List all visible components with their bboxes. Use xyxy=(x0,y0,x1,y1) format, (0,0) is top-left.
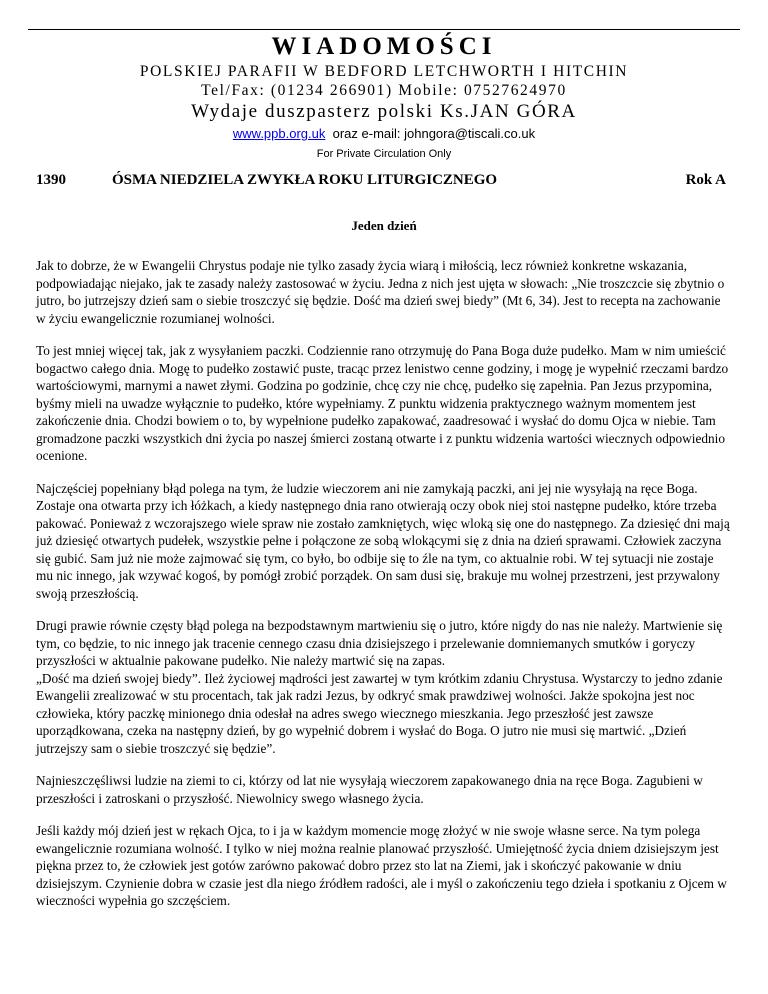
paragraph: Jeśli każdy mój dzień jest w rękach Ojca, to i ja w każdym momencie mogę złożyć w nie swoje własne serce. Na tym polega ewangelicznie rozumiana wolność. I tylko w niej można realnie planować przyszłość. Umiejętność życia dniem dzisiejszym jest piękna przez to, że człowiek jest gotów zarówno pakować dobro przez sto lat na Ziemi, jak i skończyć pakowanie w dniu dzisiejszym. Czynienie dobra w czasie jest dla niego źródłem radości, ale i myśl o zakończeniu tego dzieła i spotkaniu z Ojcem w wieczności wypełnia go szczęściem. xyxy=(36,823,727,908)
paragraph: To jest mniej więcej tak, jak z wysyłaniem paczki. Codziennie rano otrzymuję do Pana Boga duże pudełko. Mam w nim umieścić bogactwo całego dnia. Mogę to pudełko zostawić puste, tracąc przez lenistwo cenne godziny, i mogę je wypełnić rzeczami bardzo wartościowymi, marnymi a nawet złymi. Godzina po godzinie, chcę czy nie chcę, pudełko się zapełnia. Pan Jezus przypomina, byśmy mieli na uwadze wyłącznie to pudełko, które wypełniamy. Z punktu widzenia praktycznego ważnym momentem jest zakończenie dnia. Chodzi bowiem o to, by wypełnione pudełko zapakować, zaadresować i wysłać do domu Ojca w niebie. Tam gromadzone paczki wszystkich dni życia po naszej śmierci zostaną otwarte i z punktu widzenia wartości wiecznych odpowiednio ocenione. xyxy=(36,343,729,463)
issue-row xyxy=(36,172,726,194)
issue-year: Rok A xyxy=(685,172,726,188)
masthead xyxy=(28,32,740,165)
article-heading: Jeden dzień xyxy=(351,218,417,233)
parish-name: POLSKIEJ PARAFII W BEDFORD LETCHWORTH I HITCHIN xyxy=(139,63,629,80)
publisher-line: Wydaje duszpasterz polski Ks.JAN GÓRA xyxy=(191,101,577,122)
phone-line: Tel/Fax: (01234 266901) Mobile: 07527624970 xyxy=(201,82,567,99)
paragraph: Drugi prawie równie częsty błąd polega na bezpodstawnym martwieniu się o jutro, które nigdy do nas nie należy. Martwienie się tym, co będzie, to nic innego jak tracenie cennego czasu dnia dzisiejszego i przelewanie domniemanych smutków i goryczy przyszłości w aktualnie pakowane pudełko. Nie należy martwić się na zapas. „Dość ma dzień swojej biedy”. Ileż życiowej mądrości jest zawartej w tym krótkim zdaniu Chrystusa. Wystarczy to jedno zdanie Ewangelii zrealizować w stu procentach, tak jak radzi Jezus, by odkryć smak prawdziwej wolności. Jakże spokojna jest noc człowieka, który paczkę minionego dnia odesłał na adres swego wiecznego mieszkania. Jego przeszłość jest zawsze uporządkowana, czeka na następny dzień, by go wypełnić dobrem i wysłać do Boga. O jutro nie musi się martwić. „Dzień jutrzejszy sam o siebie troszczyć się będzie”. xyxy=(36,618,723,756)
paragraph: Najczęściej popełniany błąd polega na tym, że ludzie wieczorem ani nie zamykają paczki, ani jej nie wysyłają na ręce Boga. Zostaje ona otwarta przy ich łóżkach, a kiedy następnego dnia rano otwierają oczy obok niej stoi następne pudełko, które trzeba pakować. Ponieważ z wczorajszego wiele spraw nie zostało zamkniętych, więc wloką się one do następnego. Za dziesięć dni mają już dziesięć otwartych pudełek, wszystkie pełne i połączone ze sobą wlokącymi się z dnia na dzień sprawami. Człowiek zaczyna się gubić. Sam już nie może zajmować się tym, co było, bo odbije się to źle na tym, co aktualnie robi. W tej sytuacji nie zostaje mu nic innego, jak wzywać kogoś, by pomógł zrobić porządek. On sam dusi się, brakuje mu wolnej przestrzeni, jest przywalony swoją przeszłością. xyxy=(36,480,730,601)
top-rule xyxy=(28,29,740,30)
issue-number: 1390 xyxy=(36,172,66,188)
circulation-note: For Private Circulation Only xyxy=(316,148,452,160)
newsletter-title: WIADOMOŚCI xyxy=(271,33,497,60)
contact-line xyxy=(28,124,740,143)
email-text: oraz e-mail: johngora@tiscali.co.uk xyxy=(332,126,536,141)
article-body xyxy=(36,257,730,925)
paragraph: Najnieszczęśliwsi ludzie na ziemi to ci, którzy od lat nie wysyłają wieczorem zapakowanego dnia na ręce Boga. Zagubieni w przeszłości i zatroskani o przyszłość. Niewolnicy swego własnego życia. xyxy=(36,773,703,806)
paragraph: Jak to dobrze, że w Ewangelii Chrystus podaje nie tylko zasady życia wiarą i miłością, lecz również konkretne wskazania, podpowiadając niejako, jak te zasady należy zastosować w życiu. Jedna z nich jest ujęta w słowach: „Nie troszczcie się zbytnio o jutro, bo jutrzejszy dzień sam o siebie troszczyć się będzie. Dość ma dzień swej biedy” (Mt 6, 34). Jest to recepta na zachowanie w życiu ewangelicznie rozumianej wolności. xyxy=(36,258,725,326)
website-link[interactable]: www.ppb.org.uk xyxy=(232,126,326,141)
issue-title: ÓSMA NIEDZIELA ZWYKŁA ROKU LITURGICZNEGO xyxy=(112,172,498,188)
